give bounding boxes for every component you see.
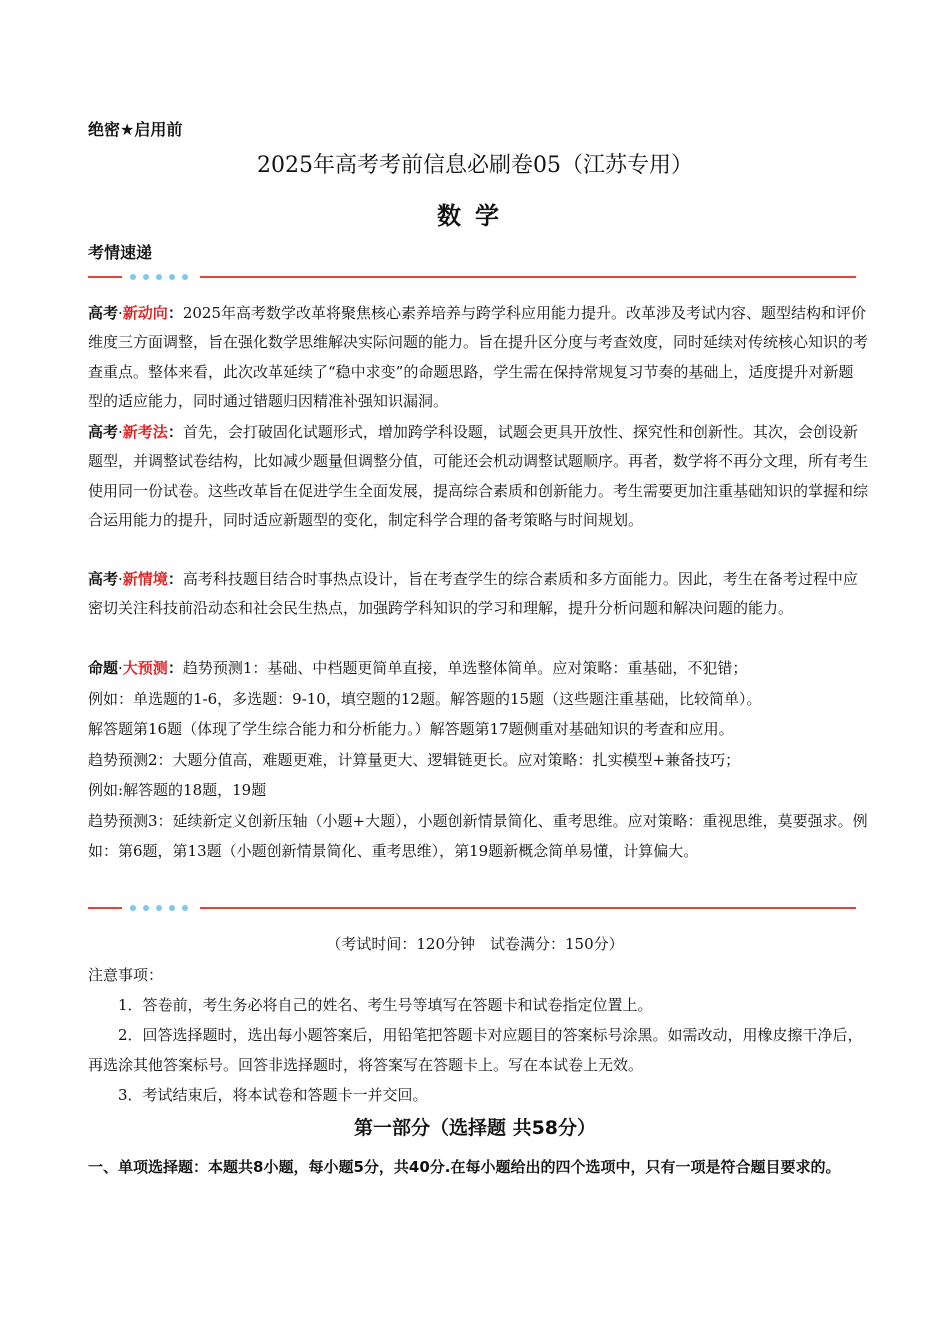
divider-top	[88, 270, 856, 284]
confidential-label: 绝密★启用前	[88, 120, 183, 139]
divider-bottom	[88, 901, 856, 915]
note-item: 2．回答选择题时，选出每小题答案后，用铅笔把答题卡对应题目的答案标号涂黑。如需改动，用橡皮擦干净后，再选涂其他答案标号。回答非选择题时，将答案写在答题卡上。写在本试卷上无效。	[88, 1026, 863, 1074]
question-section-header: 一、单项选择题：本题共8小题，每小题5分，共40分.在每小题给出的四个选项中，只有一项是符合题目要求的。	[88, 1158, 841, 1176]
prediction-line: 趋势预测3：延续新定义创新压轴（小题+大题），小题创新情景简化、重考思维。应对策略：重视思维，莫要强求。例如：第6题，第13题（小题创新情景简化、重考思维），第19题新概念简单易懂，计算偏大。	[88, 811, 868, 860]
paragraph-new-context: 高考·新情境：高考科技题目结合时事热点设计，旨在考查学生的综合素质和多方面能力。因此，考生在备考过程中应密切关注科技前沿动态和社会民生热点，加强跨学科知识的学习和理解，提升分析问题和解决问题的能力。	[88, 570, 858, 618]
note-item: 1．答卷前，考生务必将自己的姓名、考生号等填写在答题卡和试卷指定位置上。	[118, 996, 653, 1014]
prediction-block	[88, 653, 873, 867]
prediction-line: 趋势预测2：大题分值高，难题更难，计算量更大、逻辑链更长。应对策略：扎实模型+兼备技巧；	[88, 750, 741, 769]
section-heading: 考情速递	[88, 243, 153, 262]
paragraph-text: 高考科技题目结合时事热点设计，旨在考查学生的综合素质和多方面能力。因此，考生在备考过程中应密切关注科技前沿动态和社会民生热点，加强跨学科知识的学习和理解，提升分析问题和解决问题的能力。	[88, 570, 858, 618]
paragraph-text: 首先，会打破固化试题形式，增加跨学科设题，试题会更具开放性、探究性和创新性。其次，会创设新题型，并调整试卷结构，比如减少题量但调整分值，可能还会机动调整试题顺序。再者，数学将不再分文理，所有考生使用同一份试卷。这些改革旨在促进学生全面发展，提高综合素质和创新能力。考生需要更加注重基础知识的掌握和综合运用能力的提升，同时适应新题型的变化，制定科学合理的备考策略与时间规划。	[88, 423, 869, 529]
paragraph-text: 2025年高考数学改革将聚焦核心素养培养与跨学科应用能力提升。改革涉及考试内容、题型结构和评价维度三方面调整，旨在强化数学思维解决实际问题的能力。旨在提升区分度与考查效度，同时延续对传统核心知识的考查重点。整体来看，此次改革延续了“稳中求变”的命题思路，学生需在保持常规复习节奏的基础上，适度提升对新题型的适应能力，同时通过错题归因精准补强知识漏洞。	[88, 304, 869, 410]
prediction-line: 例如:解答题的18题，19题	[88, 781, 267, 799]
prediction-line: 例如：单选题的1-6，多选题：9-10，填空题的12题。解答题的15题（这些题注重基础，比较简单）。	[88, 689, 762, 708]
prediction-line: 解答题第16题（体现了学生综合能力和分析能力。）解答题第17题侧重对基础知识的考查和应用。	[88, 720, 734, 738]
exam-info: （考试时间：120分钟 试卷满分：150分）	[326, 935, 624, 953]
note-item: 3．考试结束后，将本试卷和答题卡一并交回。	[118, 1086, 428, 1104]
paragraph-new-method: 高考·新考法：首先，会打破固化试题形式，增加跨学科设题，试题会更具开放性、探究性和创新性。其次，会创设新题型，并调整试卷结构，比如减少题量但调整分值，可能还会机动调整试题顺序。再者，数学将不再分文理，所有考生使用同一份试卷。这些改革旨在促进学生全面发展，提高综合素质和创新能力。考生需要更加注重基础知识的掌握和综合运用能力的提升，同时适应新题型的变化，制定科学合理的备考策略与时间规划。	[88, 423, 869, 529]
page-title: 2025年高考考前信息必刷卷05（江苏专用）	[257, 153, 693, 178]
notes-label: 注意事项：	[88, 966, 164, 984]
prediction-first-line: 命题·大预测：趋势预测1：基础、中档题更简单直接，单选整体简单。应对策略：重基础，不犯错；	[88, 659, 748, 677]
subject-title: 数学	[437, 201, 513, 230]
paragraph-new-trend: 高考·新动向：2025年高考数学改革将聚焦核心素养培养与跨学科应用能力提升。改革涉及考试内容、题型结构和评价维度三方面调整，旨在强化数学思维解决实际问题的能力。旨在提升区分度与考查效度，同时延续对传统核心知识的考查重点。整体来看，此次改革延续了“稳中求变”的命题思路，学生需在保持常规复习节奏的基础上，适度提升对新题型的适应能力，同时通过错题归因精准补强知识漏洞。	[88, 304, 869, 410]
notes-list	[88, 990, 863, 1110]
part-one-heading: 第一部分（选择题 共58分）	[353, 1117, 597, 1139]
